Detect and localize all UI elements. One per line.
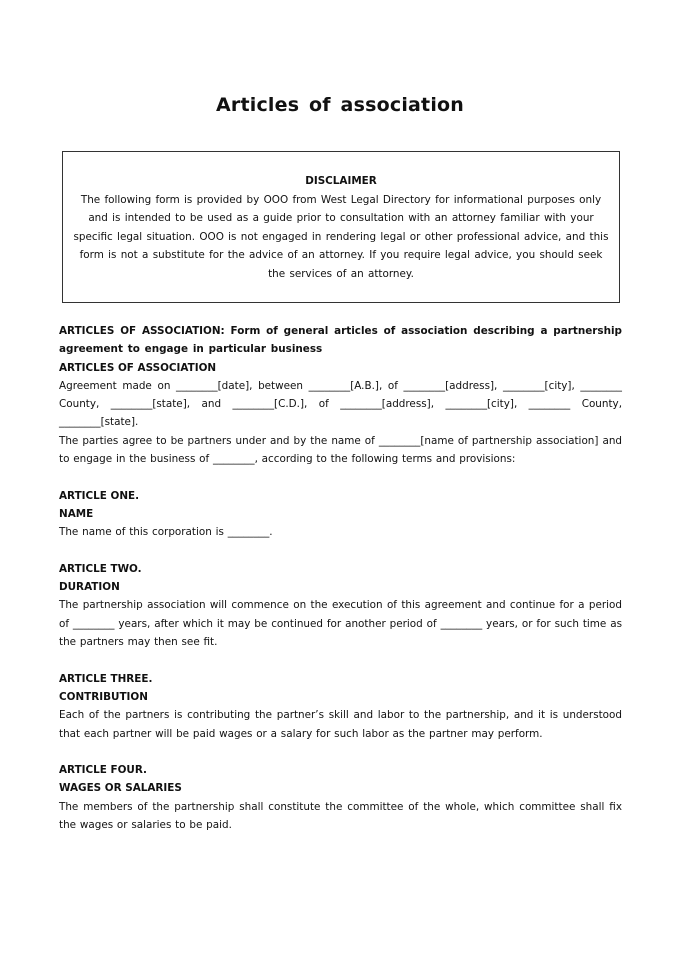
article-title: NAME <box>59 507 94 520</box>
agreement-paragraph: Agreement made on ________[date], between ________[A.B.], of ________[address], ________[city], ________ County, ________[state], and ________[C.D.], of ________[address], ________[city], ________ County, ________[state]. <box>59 379 622 429</box>
section-spacer <box>59 468 622 486</box>
article-number: ARTICLE THREE. <box>59 672 153 685</box>
article-body: The partnership association will commence on the execution of this agreement and continue for a period of ________ years, after which it may be continued for another period of ________ years, or for such time as the partners may then see fit. <box>59 599 622 649</box>
article-body: Each of the partners is contributing the partner’s skill and labor to the partnership, and it is understood that each partner will be paid wages or a salary for such labor as the partner may perform. <box>59 709 622 740</box>
article-number: ARTICLE TWO. <box>59 562 142 575</box>
page-title: Articles of association <box>215 94 465 116</box>
article-section <box>59 761 622 834</box>
disclaimer-heading: DISCLAIMER <box>305 175 377 187</box>
disclaimer-box <box>62 151 620 303</box>
article-body: The members of the partnership shall constitute the committee of the whole, which committee shall fix the wages or salaries to be paid. <box>59 800 622 832</box>
article-section <box>59 560 622 651</box>
article-number: ARTICLE FOUR. <box>59 764 148 777</box>
article-title: WAGES OR SALARIES <box>59 782 182 795</box>
intro-heading: ARTICLES OF ASSOCIATION: Form of general articles of association describing a partnership agreement to engage in particular business <box>59 325 622 356</box>
intro-subheading: ARTICLES OF ASSOCIATION <box>59 361 217 374</box>
article-body: The name of this corporation is ________. <box>59 526 273 539</box>
disclaimer-text: The following form is provided by OOO from West Legal Directory for informational purposes only and is intended to be used as a guide prior to consultation with an attorney familiar with your specific legal situation. OOO is not engaged in rendering legal or other professional advice, and this form is not a substitute for the advice of an attorney. If you require legal advice, you should seek the services of an attorney. <box>73 193 609 280</box>
parties-paragraph: The parties agree to be partners under and by the name of ________[name of partnership association] and to engage in the business of ________, according to the following terms and provisions: <box>59 434 622 466</box>
article-section <box>59 670 622 743</box>
article-title: CONTRIBUTION <box>59 690 148 703</box>
section-spacer <box>59 651 622 669</box>
article-section <box>59 487 622 542</box>
section-spacer <box>59 743 622 761</box>
section-spacer <box>59 542 622 560</box>
article-number: ARTICLE ONE. <box>59 489 140 502</box>
article-title: DURATION <box>59 581 120 594</box>
document-body <box>59 322 622 834</box>
